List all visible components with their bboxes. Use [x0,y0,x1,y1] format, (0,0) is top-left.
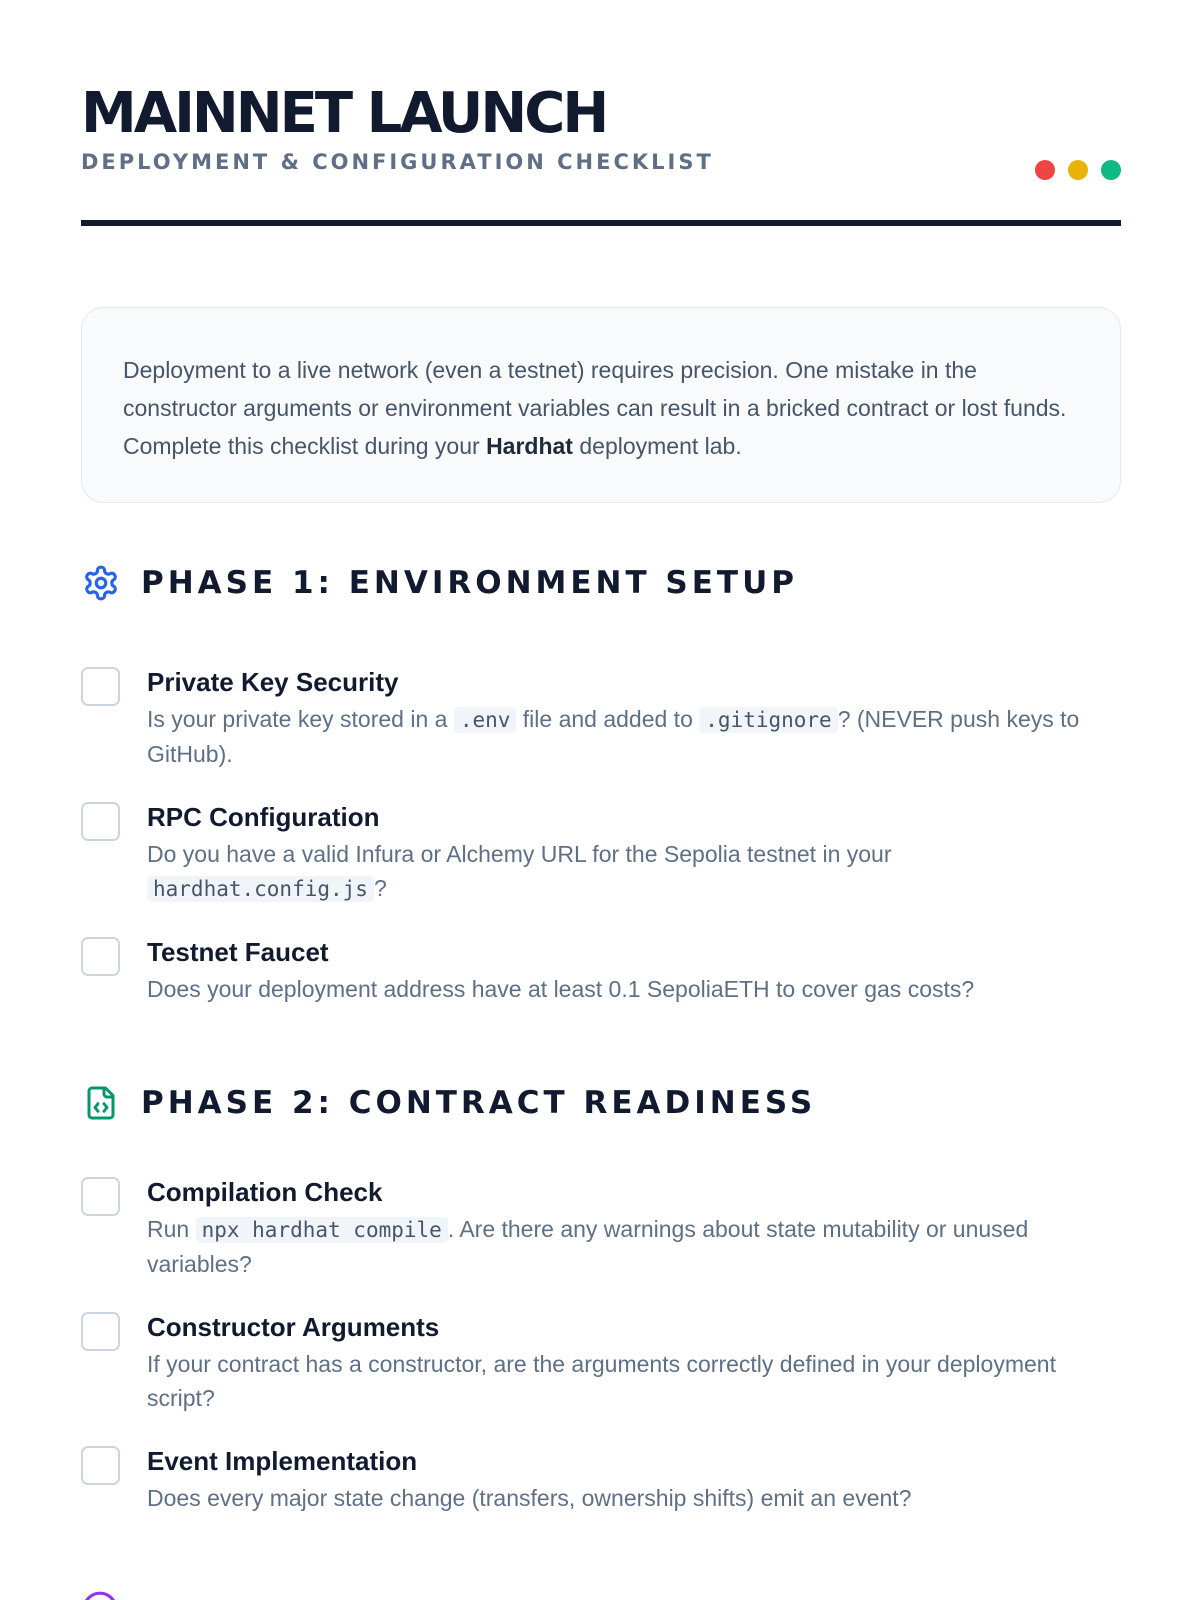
green-dot [1101,160,1121,180]
yellow-dot [1068,160,1088,180]
item-description: Is your private key stored in a .env file and added to .gitignore ? (NEVER push keys to GitHub). [147,706,1080,767]
item-description: Does every major state change (transfers, ownership shifts) emit an event? [147,1485,912,1511]
checkbox[interactable] [81,1177,120,1216]
header-divider [81,220,1121,226]
checkbox[interactable] [81,937,120,976]
phase-1-header [81,563,798,603]
status-dots [1035,160,1121,180]
intro-text: Deployment to a live network (even a testnet) requires precision. One mistake in the constructor arguments or environment variables can result in a bricked contract or lost funds. Complete this checklist during your [123,357,1067,459]
item-description: Run npx hardhat compile . Are there any warnings about state mutability or unused variables? [147,1216,1029,1277]
item-title: Testnet Faucet [147,937,329,967]
file-code-icon [81,1083,121,1123]
phase-2-header [81,1083,816,1123]
item-title: Private Key Security [147,667,399,697]
code-gitignore: .gitignore [699,707,837,733]
checkbox[interactable] [81,1312,120,1351]
header [81,0,1121,232]
item-description: Do you have a valid Infura or Alchemy URL for the Sepolia testnet in your hardhat.config.js ? [147,841,892,901]
code-env: .env [454,707,517,733]
code-hardhat-config: hardhat.config.js [147,876,374,902]
phase-1-title: PHASE 1: ENVIRONMENT SETUP [141,565,798,601]
item-title: Constructor Arguments [147,1312,440,1342]
checklist-page [81,0,1121,1511]
intro-bold-text: Hardhat [486,433,573,459]
item-description: Does your deployment address have at least 0.1 SepoliaETH to cover gas costs? [147,976,975,1002]
code-compile-command: npx hardhat compile [196,1217,448,1243]
item-title: RPC Configuration [147,802,380,832]
checkbox[interactable] [81,667,120,706]
intro-text-end: deployment lab. [572,433,742,459]
page-title: MAINNET LAUNCH [81,81,607,146]
gear-icon [81,563,121,603]
checkbox[interactable] [81,802,120,841]
phase-3-icon [81,1590,121,1600]
checkbox[interactable] [81,1446,120,1485]
item-title: Compilation Check [147,1177,383,1207]
page-subtitle: DEPLOYMENT & CONFIGURATION CHECKLIST [81,150,714,174]
intro-callout [81,307,1121,503]
item-description: If your contract has a constructor, are the arguments correctly defined in your deployment script? [147,1351,1056,1411]
red-dot [1035,160,1055,180]
item-title: Event Implementation [147,1446,418,1476]
phase-2-title: PHASE 2: CONTRACT READINESS [141,1085,817,1121]
